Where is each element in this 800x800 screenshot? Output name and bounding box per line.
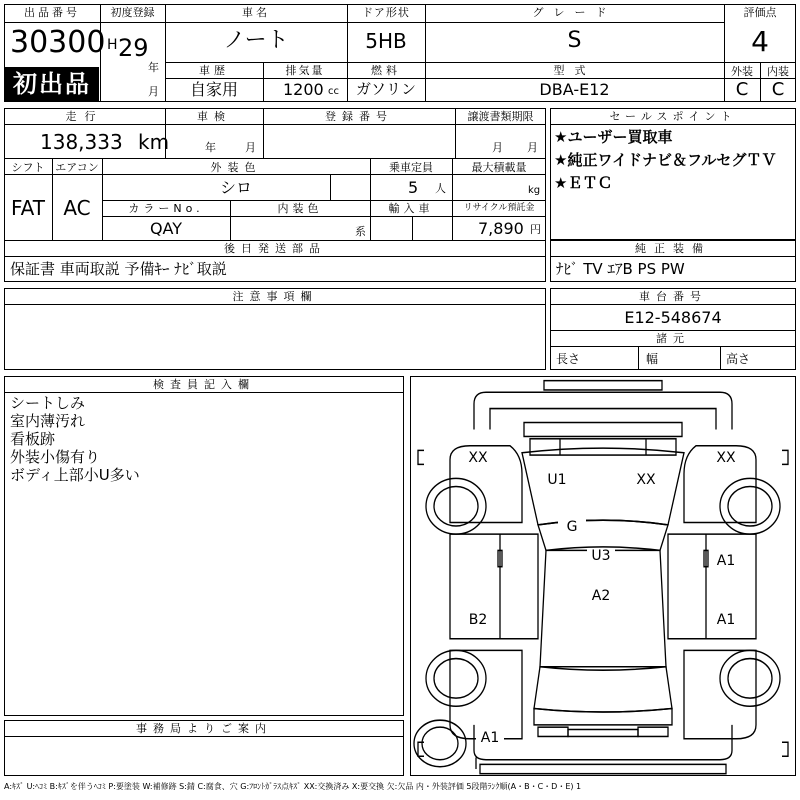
exterior-grade: C (735, 79, 749, 100)
inspector-line-3: 看板跡 (10, 430, 56, 448)
inspector-line-5: ボディ上部小U多い (10, 466, 140, 484)
color-no: QAY (149, 219, 183, 238)
damage-mark: XX (632, 472, 660, 488)
era: H (107, 37, 118, 53)
damage-mark: A1 (476, 730, 504, 746)
fuel: ガソリン (355, 80, 416, 98)
first-listing-badge: 初出品 (5, 67, 99, 101)
load-label: 最大積載量 (471, 161, 527, 174)
load-unit: kg (528, 185, 541, 196)
mileage-label: 走行 (65, 110, 104, 123)
year-unit: 年 (148, 61, 159, 74)
door-type: 5HB (365, 29, 407, 53)
damage-mark: XX (464, 450, 492, 466)
notes-label: 注意事項欄 (232, 290, 318, 303)
interior-grade: C (771, 79, 785, 100)
lot-label: 出品番号 (24, 6, 80, 19)
sales-label: セールスポイント (609, 110, 737, 123)
import-label: 輸入車 (388, 202, 434, 215)
inspector-line-4: 外装小傷有り (10, 448, 101, 466)
later-parts-label: 後日発送部品 (224, 242, 326, 255)
recycle: 7,890 (478, 219, 524, 238)
first-reg-label: 初度登録 (110, 6, 155, 19)
damage-mark: A1 (712, 553, 740, 569)
model: DBA-E12 (539, 80, 610, 99)
spec-length: 長さ (556, 352, 581, 366)
damage-mark: B2 (464, 612, 492, 628)
damage-mark: A1 (712, 612, 740, 628)
history-label: 車歴 (199, 64, 229, 77)
inspection-label: 車検 (197, 110, 231, 123)
inspector-line-2: 室内薄汚れ (10, 412, 86, 430)
interior-label: 内装 (767, 65, 789, 78)
legend-footer: A:ｷｽﾞ U:ﾍｺﾐ B:ｷｽﾞを伴うﾍｺﾐ P:要塗装 W:補修跡 S:錆 C:腐食、穴 G:ﾌﾛﾝﾄｶﾞﾗｽ点ｷｽﾞ XX:交換済み X:要交換 欠:欠品 内・外装評価 5段階ﾗﾝｸ順(A・B・C・D・E) 1 (4, 782, 582, 791)
capacity-label: 乗車定員 (389, 161, 433, 174)
grade: S (567, 28, 582, 53)
equipment-label: 純正装備 (635, 242, 711, 255)
score-label: 評価点 (743, 6, 777, 19)
int-color-unit: 系 (355, 225, 366, 238)
shift-label: シフト (11, 161, 45, 174)
damage-mark: G (558, 519, 586, 535)
color-no-label: カラーNo. (128, 202, 204, 215)
history: 自家用 (189, 80, 238, 99)
transfer-label: 譲渡書類期限 (467, 110, 534, 123)
inspector-label: 検査員記入欄 (153, 378, 255, 391)
chassis-number: E12-548674 (624, 308, 722, 327)
office-label: 事務局よりご案内 (136, 722, 272, 735)
sales-point-3: ★ＥＴＣ (554, 174, 613, 192)
transfer-month-unit: 月 (492, 141, 503, 154)
spec-label: 諸元 (656, 332, 690, 345)
reg-number-label: 登録番号 (325, 110, 393, 123)
car-name: ノート (223, 28, 289, 53)
shift-value: FAT (10, 196, 45, 220)
spec-height: 高さ (726, 352, 751, 366)
inspector-line-1: シートしみ (10, 394, 86, 412)
damage-mark: A2 (587, 588, 615, 604)
damage-mark: XX (712, 450, 740, 466)
chassis-label: 車台番号 (639, 290, 707, 303)
color: シロ (219, 178, 252, 197)
later-parts: 保証書 車両取説 予備ｷｰ ﾅﾋﾞ取説 (10, 260, 227, 278)
recycle-unit: 円 (530, 223, 541, 236)
ac-label: エアコン (55, 161, 99, 174)
displacement-unit: cc (328, 86, 339, 97)
capacity: 5 (408, 178, 419, 197)
lot-number: 30300 (10, 25, 106, 60)
sales-point-2: ★純正ワイドナビ＆フルセグＴＶ (554, 151, 777, 169)
first-reg-year: 29 (118, 34, 149, 62)
inspection-year-unit: 年 (205, 141, 216, 154)
equipment: ﾅﾋﾞ TV ｴｱB PS PW (556, 260, 685, 278)
damage-mark: U3 (587, 548, 615, 564)
mileage-unit: km (138, 130, 170, 154)
diagram-marks (410, 376, 796, 776)
recycle-label: リサイクル預託金 (463, 203, 535, 213)
spec-width: 幅 (646, 352, 659, 366)
door-label: ドア形状 (362, 6, 410, 19)
month-unit: 月 (148, 85, 159, 98)
exterior-label: 外装 (731, 65, 753, 78)
int-color-label: 内装色 (277, 202, 323, 215)
model-label: 型式 (553, 64, 596, 77)
mileage: 138,333 (40, 130, 123, 154)
color-label: 外装色 (210, 161, 262, 174)
ac-value: AC (63, 196, 91, 220)
inspection-month-unit: 月 (245, 141, 256, 154)
fuel-label: 燃料 (371, 64, 401, 77)
transfer-day-unit: 月 (527, 141, 538, 154)
grade-label: グレード (532, 6, 617, 19)
capacity-unit: 人 (435, 182, 446, 195)
car-name-label: 車名 (242, 6, 270, 19)
score: 4 (751, 25, 769, 58)
displacement: 1200 (283, 80, 324, 99)
damage-mark: U1 (543, 472, 571, 488)
sales-point-1: ★ユーザー買取車 (554, 128, 673, 146)
displacement-label: 排気量 (285, 64, 325, 77)
